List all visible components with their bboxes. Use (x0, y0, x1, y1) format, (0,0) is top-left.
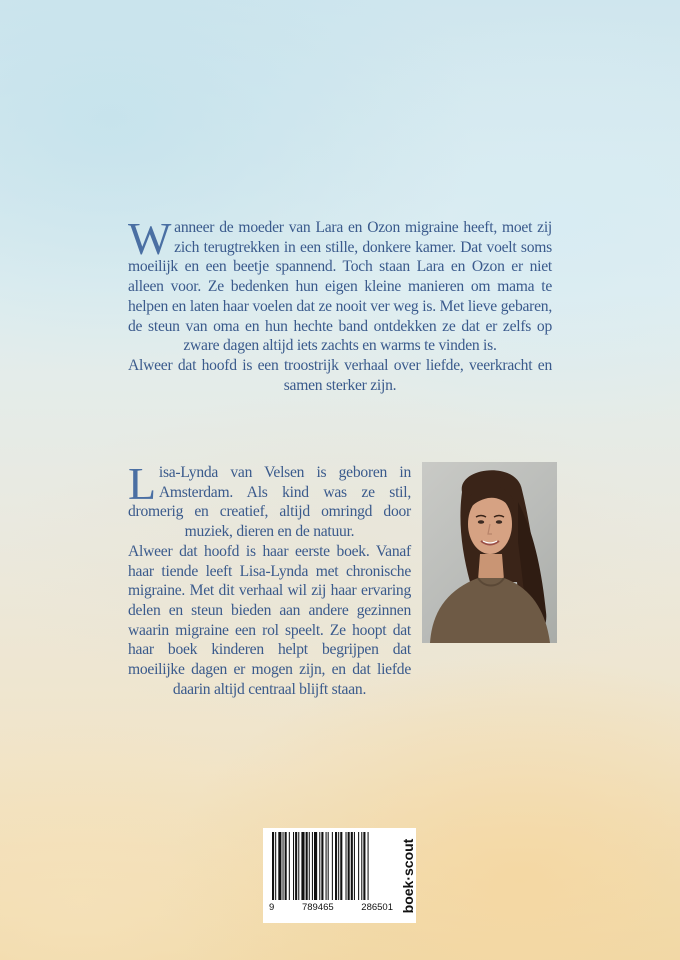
blurb-paragraph-1 (128, 213, 552, 356)
barcode-bar (298, 832, 299, 900)
barcode-bar (354, 832, 355, 900)
barcode-bar (275, 832, 276, 900)
isbn-number (269, 902, 393, 913)
barcode-bar (306, 832, 308, 900)
barcode-bar (358, 832, 359, 900)
barcode-bar (332, 832, 333, 900)
barcode-bar (295, 832, 297, 900)
bio-paragraph-2: Alweer dat hoofd is haar eerste boek. Vanaf haar tiende leeft Lisa-Lynda met chronische migraine. Met dit verhaal wil zij haar ervaring delen en steun bieden aan andere gezinnen waarin migraine een rol speelt. Ze hoopt dat haar boek kinderen helpt begrijpen dat moeilijke dagen er mogen zijn, en dat liefde daarin altijd centraal blijft staan. (128, 542, 411, 698)
barcode-bar (340, 832, 342, 900)
barcode-bar (309, 832, 310, 900)
barcode-bar (301, 832, 304, 900)
barcode-bar (272, 832, 274, 900)
barcode-bar (321, 832, 323, 900)
barcode-bar (338, 832, 339, 900)
barcode-bar (289, 832, 290, 900)
barcode-bar (293, 832, 294, 900)
back-cover-blurb (128, 213, 552, 395)
barcode-bar (348, 832, 350, 900)
barcode-bar (328, 832, 329, 900)
isbn-right-group: 286501 (361, 902, 393, 913)
barcode-bar (319, 832, 320, 900)
blurb-paragraph-2: Alweer dat hoofd is een troostrijk verhaal over liefde, veerkracht en samen sterker zijn. (128, 356, 552, 394)
blurb-drop-cap: W (128, 213, 172, 264)
bio-drop-cap: L (128, 458, 156, 509)
barcode-bar (351, 832, 353, 900)
barcode (268, 832, 408, 904)
author-portrait-illustration (422, 462, 557, 643)
barcode-bar (283, 832, 284, 900)
bio-paragraph-1 (128, 458, 411, 542)
barcode-bar (285, 832, 287, 900)
barcode-bar (278, 832, 281, 900)
barcode-bar (363, 832, 365, 900)
blurb-text-1: anneer de moeder van Lara en Ozon migraine heeft, moet zij zich terugtrekken in een stille, donkere kamer. Dat voelt soms moeilijk en een beetje spannend. Toch staan Lara en Ozon er niet alleen voor. Ze bedenken hun eigen kleine manieren om mama te helpen en laten haar voelen dat ze nooit ver weg is. Met lieve gebaren, de steun van oma en hun hechte band ontdekken ze dat er zelfs op zware dagen altijd iets zachts en warms te vinden is. (128, 219, 552, 355)
isbn-left-group: 789465 (301, 902, 334, 913)
barcode-bar (326, 832, 327, 900)
barcode-bar (312, 832, 313, 900)
barcode-bar (368, 832, 369, 900)
barcode-bar (346, 832, 347, 900)
barcode-bar (314, 832, 317, 900)
barcode-bar (361, 832, 362, 900)
author-photo (422, 462, 557, 643)
barcode-bar (335, 832, 337, 900)
author-bio (128, 458, 411, 699)
publisher-logo-text: boek·scout (400, 838, 416, 914)
bio-text-1: isa-Lynda van Velsen is geboren in Amsterdam. Als kind was ze stil, dromerig en creatief, altijd omringd door muziek, dieren en de natuur. (128, 464, 411, 541)
publisher-logo (394, 826, 422, 926)
isbn-first-digit: 9 (269, 902, 275, 913)
